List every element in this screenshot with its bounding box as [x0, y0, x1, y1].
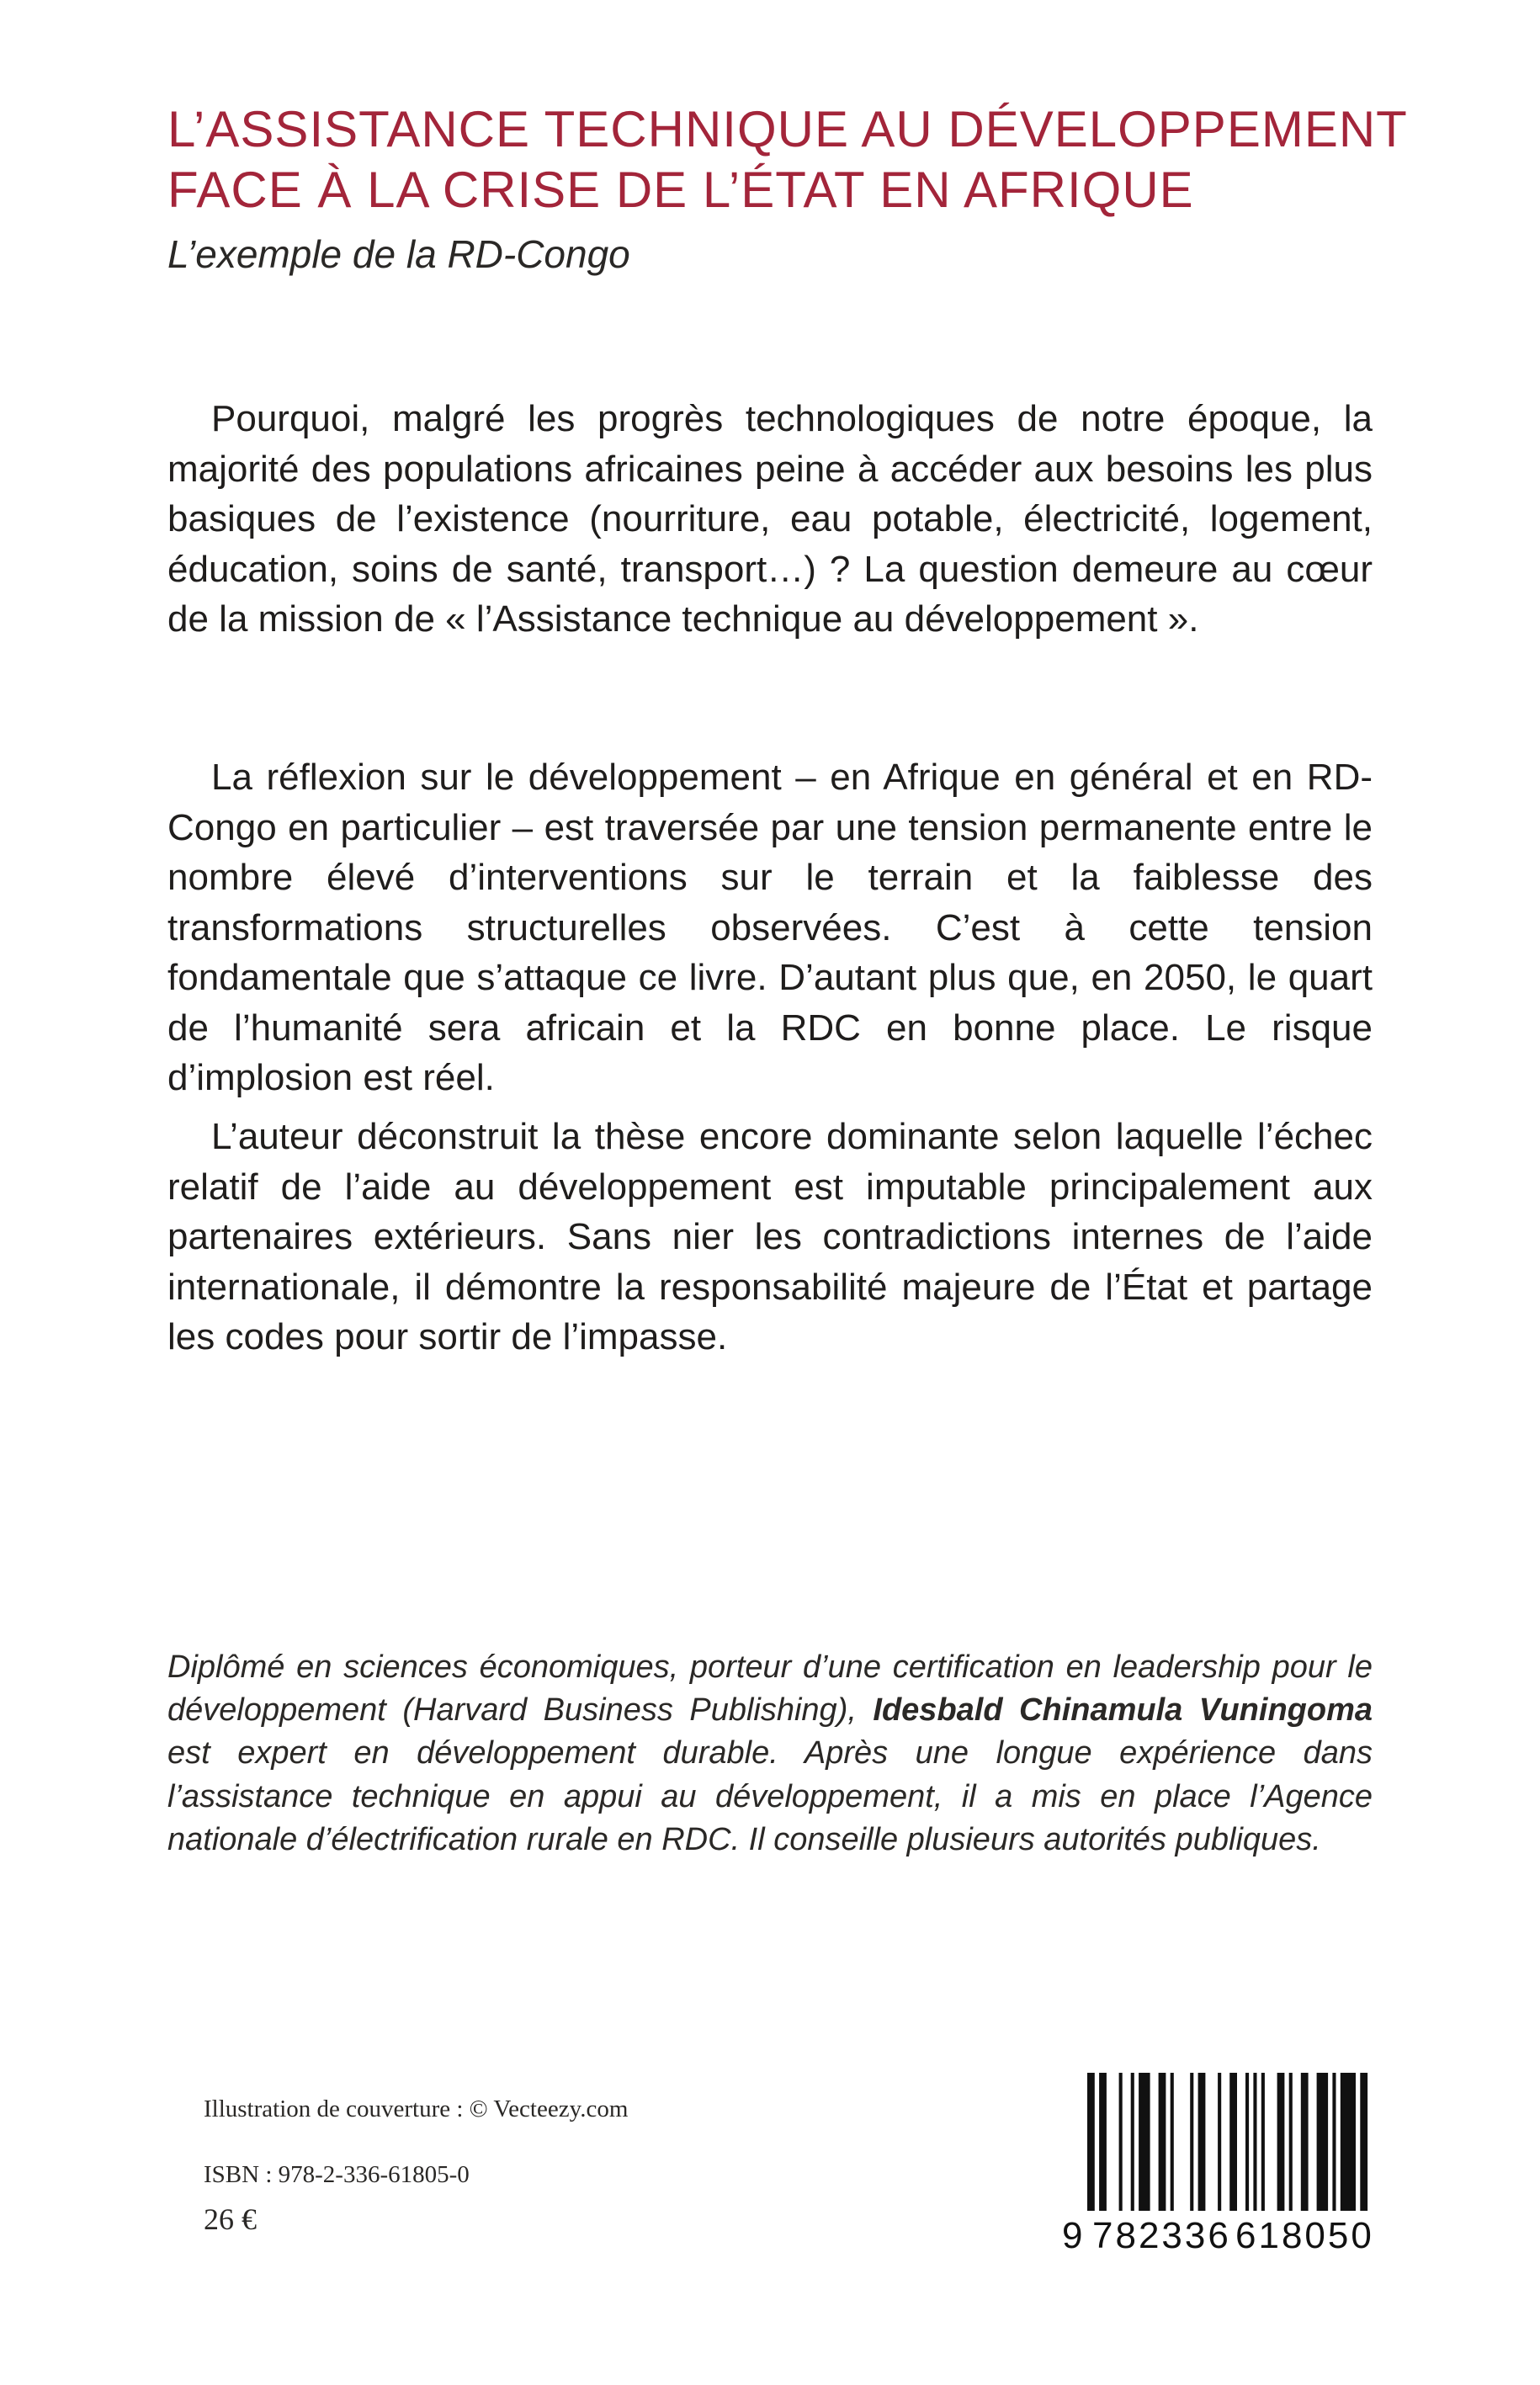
cover-credit: Illustration de couverture : © Vecteezy.com — [204, 2096, 629, 2122]
isbn-barcode — [1062, 2068, 1375, 2263]
barcode-bar — [1245, 2073, 1249, 2224]
barcode-bar — [1218, 2073, 1221, 2224]
barcode-bar — [1229, 2073, 1237, 2224]
book-title-line-2: FACE À LA CRISE DE L’ÉTAT EN AFRIQUE — [167, 162, 1194, 218]
barcode-bar — [1332, 2073, 1336, 2224]
barcode-bar — [1119, 2073, 1123, 2224]
author-bio-rest: est expert en développement durable. Après une longue expérience dans l’assistance technique en appui au développement, il a mis en place l’Agence nationale d’électrification rurale en RDC. Il conseille plusieurs autorités publiques. — [167, 1735, 1373, 1857]
author-bio — [167, 1646, 1373, 1862]
barcode-bar — [1190, 2073, 1193, 2224]
barcode-bar — [1171, 2073, 1174, 2224]
barcode-bar — [1301, 2073, 1309, 2224]
author-name: Idesbald Chinamula Vuningoma — [873, 1692, 1373, 1729]
barcode-digit-first: 9 — [1062, 2211, 1084, 2261]
blurb-paragraph-1-text: Pourquoi, malgré les progrès technologiques de notre époque, la majorité des populations africaines peine à accéder aux besoins les plus basiques de l’existence (nourriture, eau potable, électricité, logement, éducation, soins de santé, transport…) ? La question demeure au cœur de la mission de « l’Assistance technique au développement ». — [167, 398, 1373, 640]
author-bio-intro: Diplômé en sciences économiques, porteur d’une certification en leadership pour le développement (Harvard Business Publishing), — [167, 1649, 1373, 1729]
barcode-bar — [1253, 2073, 1256, 2224]
barcode-bar — [1159, 2073, 1166, 2224]
price: 26 € — [204, 2202, 257, 2236]
barcode-bar — [1131, 2073, 1134, 2224]
book-title-line-1: L’ASSISTANCE TECHNIQUE AU DÉVELOPPEMENT — [167, 101, 1408, 157]
barcode-bar — [1261, 2073, 1265, 2224]
blurb-paragraph-3-text: L’auteur déconstruit la thèse encore dominante selon laquelle l’échec relatif de l’aide au développement est imputable principalement aux partenaires extérieurs. Sans nier les contradictions internes de l’aide internationale, il démontre la responsabilité majeure de l’État et partage les codes pour sortir de l’impasse. — [167, 1116, 1373, 1357]
blurb-paragraph-2 — [167, 752, 1373, 1103]
barcode-bar — [1289, 2073, 1293, 2224]
barcode-bar — [1099, 2073, 1107, 2224]
barcode-bar — [1317, 2073, 1329, 2224]
barcode-bar — [1198, 2073, 1206, 2224]
title-block — [167, 99, 1408, 279]
barcode-bar — [1139, 2073, 1150, 2224]
barcode-digits — [1062, 2211, 1375, 2261]
barcode-bar — [1341, 2073, 1356, 2224]
blurb-paragraph-2-text: La réflexion sur le développement – en Afrique en général et en RD-Congo en particulier – est traversée par une tension permanente entre le nombre élevé d’interventions sur le terrain et la faiblesse des transformations structurelles observées. C’est à cette tension fondamentale que s’attaque ce livre. D’autant plus que, en 2050, le quart de l’humanité sera africain et la RDC en bonne place. Le risque d’implosion est réel. — [167, 757, 1373, 1098]
barcode-bar — [1087, 2073, 1095, 2224]
book-subtitle: L’exemple de la RD-Congo — [167, 232, 630, 276]
barcode-digit-group-2: 618050 — [1234, 2211, 1376, 2261]
blurb-paragraph-1 — [167, 394, 1373, 645]
blurb-paragraph-3 — [167, 1112, 1373, 1362]
barcode-digit-group-1: 782336 — [1091, 2211, 1233, 2261]
isbn-text: ISBN : 978-2-336-61805-0 — [204, 2161, 470, 2188]
barcode-bar — [1360, 2073, 1367, 2224]
barcode-bar — [1277, 2073, 1285, 2224]
